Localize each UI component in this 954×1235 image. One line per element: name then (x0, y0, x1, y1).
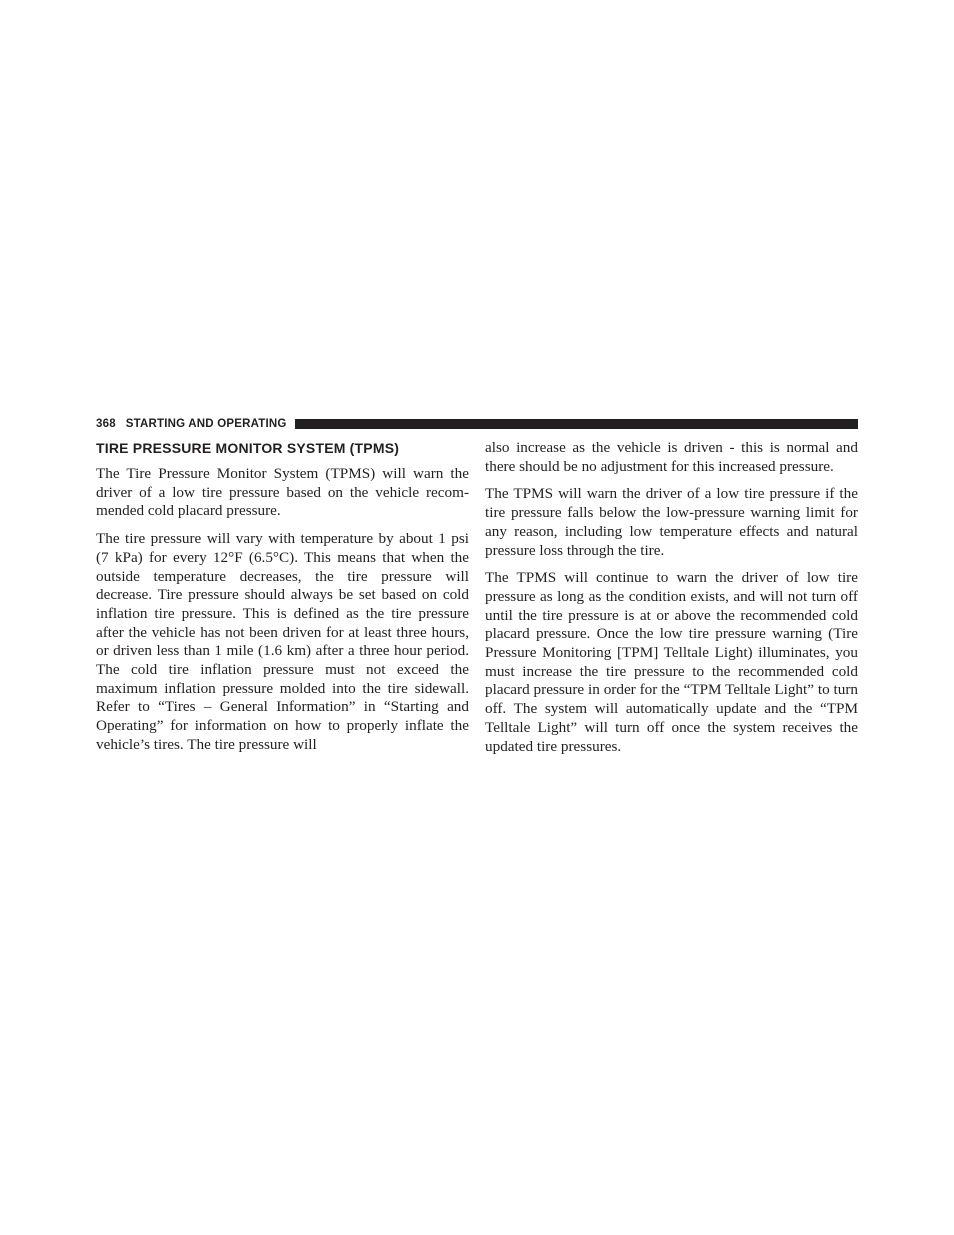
left-column (96, 437, 469, 764)
section-title: STARTING AND OPERATING (125, 418, 287, 430)
paragraph-temperature: The tire pressure will vary with temperature by about 1 psi (7 kPa) for every 12°F (6.5°C). This means that when the outside temperature decreases, the tire pressure will decrease. Tire pressure should always be set based on cold inflation tire pressure. This is defined as the tire pressure after the vehicle has not been driven for at least three hours, or driven less than 1 mile (1.6 km) after a three hour period. The cold tire inflation pressure must not exceed the maximum inflation pressure molded into the tire sidewall. Refer to “Tires – General Information” in “Starting and Operating” for information on how to properly inflate the vehicle’s tires. The tire pressure will (96, 530, 469, 753)
page-number: 368 (96, 418, 116, 430)
header-rule (295, 419, 858, 429)
paragraph-warning: The TPMS will warn the driver of a low tire pressure if the tire pressure falls below the low-pressure warning limit for any reason, including low temperature effects and natural pressure loss through the tire. (485, 485, 858, 559)
paragraph-telltale: The TPMS will continue to warn the driver of low tire pressure as long as the condition exists, and will not turn off until the tire pressure is at or above the recommended cold placard pressure. Once the low tire pressure warning (Tire Pressure Monitoring [TPM] Telltale Light) illuminates, you must increase the tire pressure to the recommended cold placard pressure in order for the “TPM Telltale Light” to turn off. The system will automatically update and the “TPM Telltale Light” will turn off once the system receives the updated tire pressures. (485, 569, 858, 755)
right-column (485, 437, 858, 765)
paragraph-continuation: also increase as the vehicle is driven - this is normal and there should be no adjustment for this increased pressure. (485, 439, 858, 475)
page-header (96, 417, 858, 431)
paragraph-intro: The Tire Pressure Monitor System (TPMS) will warn the driver of a low tire pressure based on the vehicle recommended cold placard pressure. (96, 465, 469, 520)
section-heading: TIRE PRESSURE MONITOR SYSTEM (TPMS) (96, 440, 400, 456)
